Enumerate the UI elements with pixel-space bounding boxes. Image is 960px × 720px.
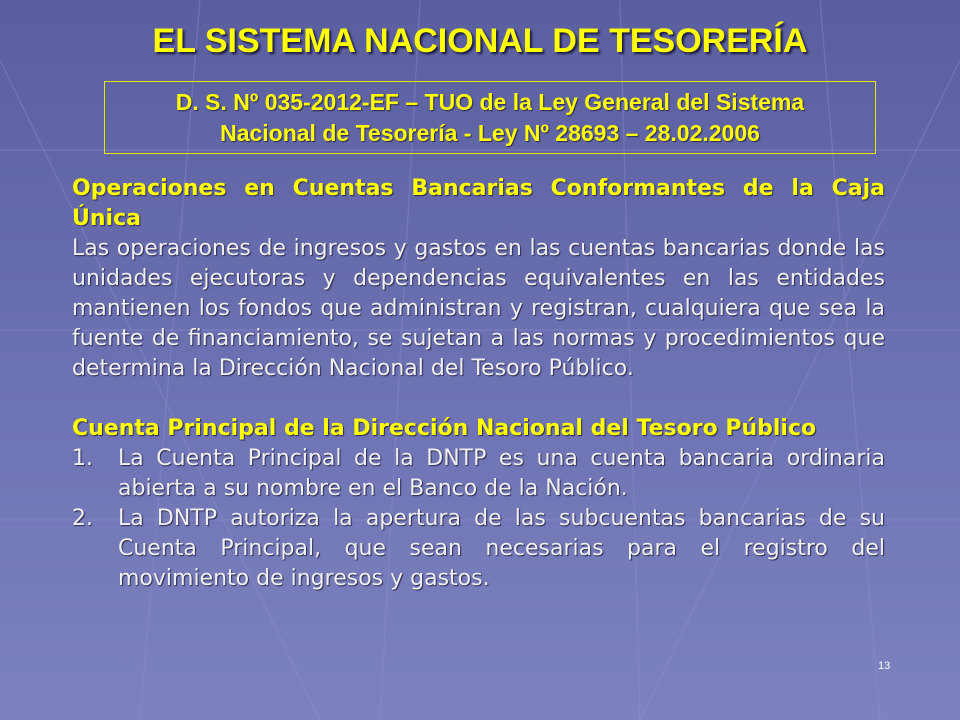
decree-box <box>104 81 876 154</box>
section-heading-caja-unica: Operaciones en Cuentas Bancarias Conformantes de la Caja Única <box>72 176 885 231</box>
list-item-text: La DNTP autoriza la apertura de las subcuentas bancarias de su Cuenta Principal, que sean necesarias para el registro del movimiento de ingresos y gastos. <box>118 506 885 591</box>
decree-line-2: Nacional de Tesorería - Ley Nº 28693 – 28.02.2006 <box>220 119 760 146</box>
list-item-number: 2. <box>72 506 93 531</box>
section-body-caja-unica: Las operaciones de ingresos y gastos en las cuentas bancarias donde las unidades ejecutoras y dependencias equivalentes en las entidades mantienen los fondos que administran y registran, cualquiera que sea la fuente de financiamiento, se sujetan a las normas y procedimientos que determina la Dirección Nacional del Tesoro Público. <box>72 236 885 381</box>
section-heading-cuenta-principal: Cuenta Principal de la Dirección Nacional del Tesoro Público <box>72 416 817 441</box>
list-item <box>72 504 885 594</box>
section-spacer <box>72 384 885 414</box>
decree-line-1: D. S. Nº 035-2012-EF – TUO de la Ley General del Sistema <box>175 88 805 115</box>
list-item-text: La Cuenta Principal de la DNTP es una cuenta bancaria ordinaria abierta a su nombre en el Banco de la Nación. <box>118 446 885 501</box>
slide-content <box>72 174 885 594</box>
slide-title: EL SISTEMA NACIONAL DE TESORERÍA <box>152 22 808 60</box>
list-item <box>72 444 885 504</box>
slide-number: 13 <box>878 660 891 672</box>
list-item-number: 1. <box>72 446 93 471</box>
